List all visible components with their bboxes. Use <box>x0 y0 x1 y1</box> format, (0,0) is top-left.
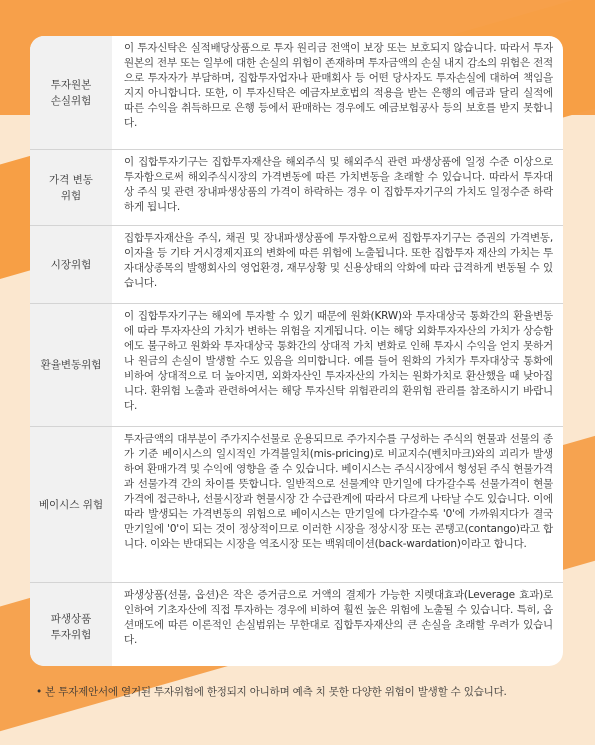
risk-description: 파생상품(선물, 옵션)은 작은 증거금으로 거액의 결제가 가능한 지렛대효과(Leverage 효과)로 인하여 기초자산에 직접 투자하는 경우에 비하여 훨씬 높은 위험에 노출될 수 있습니다. 특히, 옵션매도에 따른 이론적인 손실범위는 무한대로 집합투자재산의 큰 손실을 초래할 우려가 있습니다. <box>124 589 553 646</box>
risk-description: 집합투자재산을 주식, 채권 및 장내파생상품에 투자함으로써 집합투자기구는 증권의 가격변동, 이자율 등 기타 거시경제지표의 변화에 따른 위험에 노출됩니다. 또한 집합투자 재산의 가치는 투자대상종목의 발행회사의 영업환경, 재무상황 및 신용상태의 악화에 따라 급격하게 변동될 수 있습니다. <box>124 232 553 289</box>
risk-row-exchange-rate <box>30 304 563 427</box>
risk-row-basis <box>30 427 563 583</box>
risk-row-derivatives <box>30 583 563 666</box>
footnote: • 본 투자제안서에 열거된 투자위험에 한정되지 아니하며 예측 치 못한 다양한 위험이 발생할 수 있습니다. <box>36 686 507 698</box>
risk-label: 가격 변동 위험 <box>30 150 112 225</box>
risk-table <box>30 36 563 666</box>
risk-description: 이 투자신탁은 실적배당상품으로 투자 원리금 전액이 보장 또는 보호되지 않습니다. 따라서 투자원본의 전부 또는 일부에 대한 손실의 위험이 존재하며 투자금액의 손실 내지 감소의 위험은 전적으로 투자자가 부담하며, 집합투자업자나 판매회사 등 어떤 당사자도 투자손실에 대하여 책임을 지지 아니합니다. 또한, 이 투자신탁은 예금자보호법의 적용을 받는 은행의 예금과 달리 실적에 따른 수익을 취득하므로 은행 등에서 판매하는 경우에도 예금보험공사 등의 보호를 받지 못합니다. <box>124 42 553 129</box>
risk-row-market <box>30 226 563 304</box>
risk-label: 투자원본 손실위험 <box>30 36 112 149</box>
risk-label: 파생상품 투자위험 <box>30 583 112 666</box>
risk-row-price-fluctuation <box>30 150 563 226</box>
risk-label: 베이시스 위험 <box>30 427 112 582</box>
risk-description: 투자금액의 대부분이 주가지수선물로 운용되므로 주가지수를 구성하는 주식의 현물과 선물의 종가 기준 베이시스의 일시적인 가격불일치(mis-pricing)로 비교지수(벤치마크)와의 괴리가 발생하여 환매가격 및 수익에 영향을 줄 수 있습니다. 베이시스는 주식시장에서 형성된 주식 현물가격과 선물가격 간의 차이를 뜻합니다. 일반적으로 선물계약 만기일에 다가갈수록 선물가격이 현물가격에 접근하나, 선물시장과 현물시장 간 수급관계에 따라서 다르게 나타날 수도 있습니다. 이에 따라 발생되는 가격변동의 위험으로 베이시스는 만기일에 다가갈수록 '0'에 가까워지다가 결국 만기일에 '0'이 되는 것이 정상적이므로 이러한 시장을 정상시장 또는 콘탱고(contango)라고 합니다. 이와는 반대되는 시장을 역조시장 또는 백워데이션(back-wardation)이라고 합니다. <box>124 433 553 550</box>
risk-label: 시장위험 <box>30 226 112 303</box>
risk-description: 이 집합투자기구는 해외에 투자할 수 있기 때문에 원화(KRW)와 투자대상국 통화간의 환율변동에 따라 투자자산의 가치가 변하는 위험을 지게됩니다. 이는 해당 외화투자자산의 가치가 상승함에도 불구하고 원화와 투자대상국 통화간의 상대적 가치 변화로 인해 투자시 수익을 얻지 못하거나 원금의 손실이 발생할 수도 있음을 의미합니다. 예를 들어 원화의 가치가 투자대상국 통화에 비하여 상대적으로 더 높아지면, 외화자산인 투자자산의 가치는 원화가치로 환산했을 때 낮아집니다. 환위험 노출과 관련하여서는 해당 투자신탁 위험관리의 환위험 관리를 참조하시기 바랍니다. <box>124 310 553 412</box>
risk-row-principal-loss <box>30 36 563 150</box>
risk-label: 환율변동위험 <box>30 304 112 426</box>
risk-description: 이 집합투자기구는 집합투자재산을 해외주식 및 해외주식 관련 파생상품에 일정 수준 이상으로 투자함으로써 해외주식시장의 가격변동에 따른 가치변동을 초래할 수 있습니다. 따라서 투자대상 주식 및 관련 장내파생상품의 가격이 하락하는 경우 이 집합투자기구의 가치도 일정수준 하락하게 됩니다. <box>124 156 553 213</box>
